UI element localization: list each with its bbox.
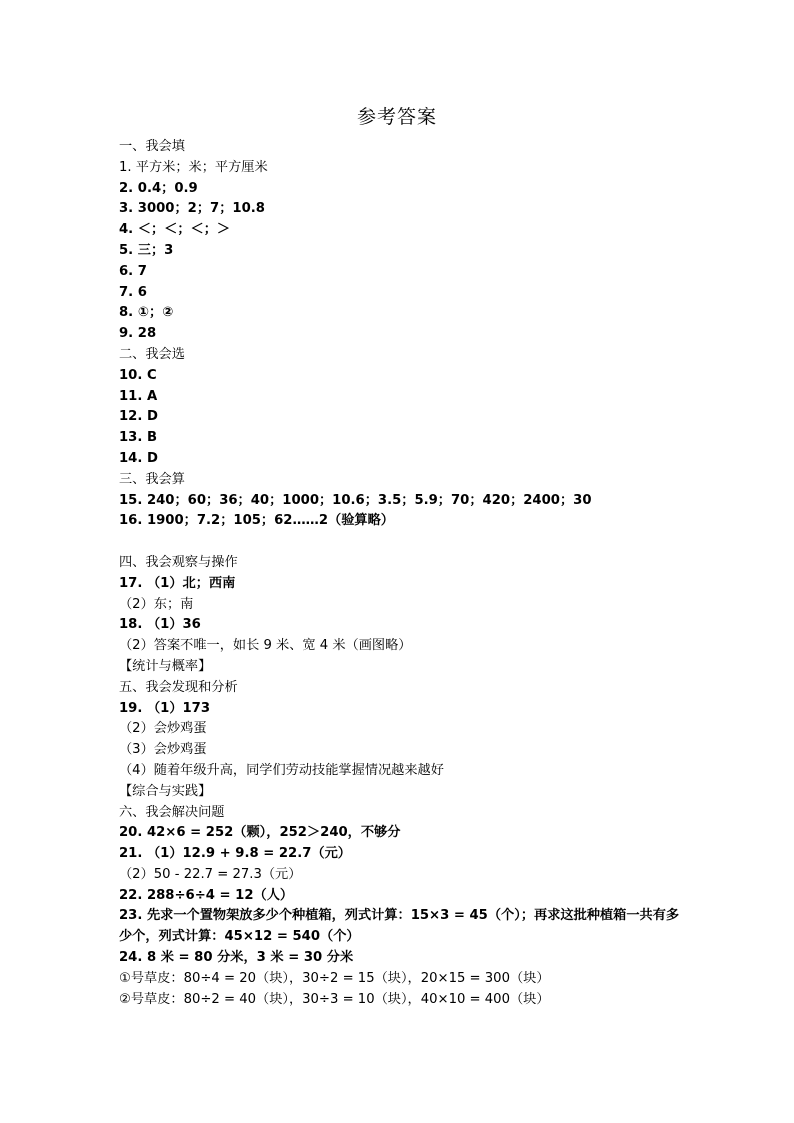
answer-17: 17. （1）北；西南	[119, 575, 236, 591]
section-heading-analyze: 五、我会发现和分析	[119, 679, 238, 695]
answer-15: 15. 240；60；36；40；1000；10.6；3.5；5.9；70；420；2400；30	[119, 492, 592, 508]
answer-20: 20. 42×6 = 252（颗），252＞240，不够分	[119, 825, 401, 841]
section-heading-calculate: 三、我会算	[119, 471, 185, 487]
answer-4: 4. ＜；＜；＜；＞	[119, 222, 231, 238]
page-title: 参考答案	[356, 106, 437, 128]
answer-23: 23. 先求一个置物架放多少个种植箱，列式计算：15×3 = 45（个）；再求这批种植箱一共有多少个，列式计算：45×12 = 540（个）	[119, 908, 680, 945]
answer-14: 14. D	[119, 450, 158, 466]
section-heading-fill: 一、我会填	[119, 139, 185, 154]
answer-12: 12. D	[119, 409, 158, 425]
answer-17-part-2: （2）东；南	[119, 596, 194, 612]
answer-13: 13. B	[119, 430, 158, 446]
answer-24: 24. 8 米 = 80 分米，3 米 = 30 分米	[119, 950, 354, 966]
answer-10: 10. C	[119, 367, 157, 383]
answer-19-part-4: （4）随着年级升高，同学们劳动技能掌握情况越来越好	[119, 762, 444, 778]
category-tag-statistics: 【统计与概率】	[119, 658, 212, 674]
answer-24-part-3: ②号草皮：80÷2 = 40（块），30÷3 = 10（块），40×10 = 400（块）	[119, 991, 550, 1007]
answer-22: 22. 288÷6÷4 = 12（人）	[119, 887, 294, 903]
answer-6: 6. 7	[119, 263, 147, 279]
answer-24-part-2: ①号草皮：80÷4 = 20（块），30÷2 = 15（块），20×15 = 300（块）	[119, 970, 550, 986]
answer-21-part-2: （2）50 - 22.7 = 27.3（元）	[119, 866, 302, 882]
answer-1: 1. 平方米；米；平方厘米	[119, 159, 268, 175]
section-heading-solve: 六、我会解决问题	[119, 804, 225, 820]
section-heading-observe: 四、我会观察与操作	[119, 554, 238, 570]
answer-5: 5. 三；3	[119, 242, 174, 258]
category-tag-practice: 【综合与实践】	[119, 783, 212, 799]
answer-7: 7. 6	[119, 284, 147, 300]
answer-content	[119, 137, 689, 1010]
answer-16: 16. 1900；7.2；105；62……2（验算略）	[119, 513, 394, 529]
answer-21: 21. （1）12.9 + 9.8 = 22.7（元）	[119, 846, 351, 862]
answer-19: 19. （1）173	[119, 700, 211, 716]
section-heading-choose: 二、我会选	[119, 346, 185, 362]
answer-18-part-2: （2）答案不唯一，如长 9 米、宽 4 米（画图略）	[119, 638, 412, 654]
answer-19-part-2: （2）会炒鸡蛋	[119, 721, 207, 737]
answer-9: 9. 28	[119, 326, 157, 342]
answer-8: 8. ①；②	[119, 305, 174, 321]
answer-11: 11. A	[119, 388, 158, 404]
answer-3: 3. 3000；2；7；10.8	[119, 201, 265, 217]
answer-18: 18. （1）36	[119, 617, 201, 633]
answer-19-part-3: （3）会炒鸡蛋	[119, 742, 207, 758]
answer-2: 2. 0.4；0.9	[119, 180, 198, 196]
blank-line	[119, 532, 689, 553]
